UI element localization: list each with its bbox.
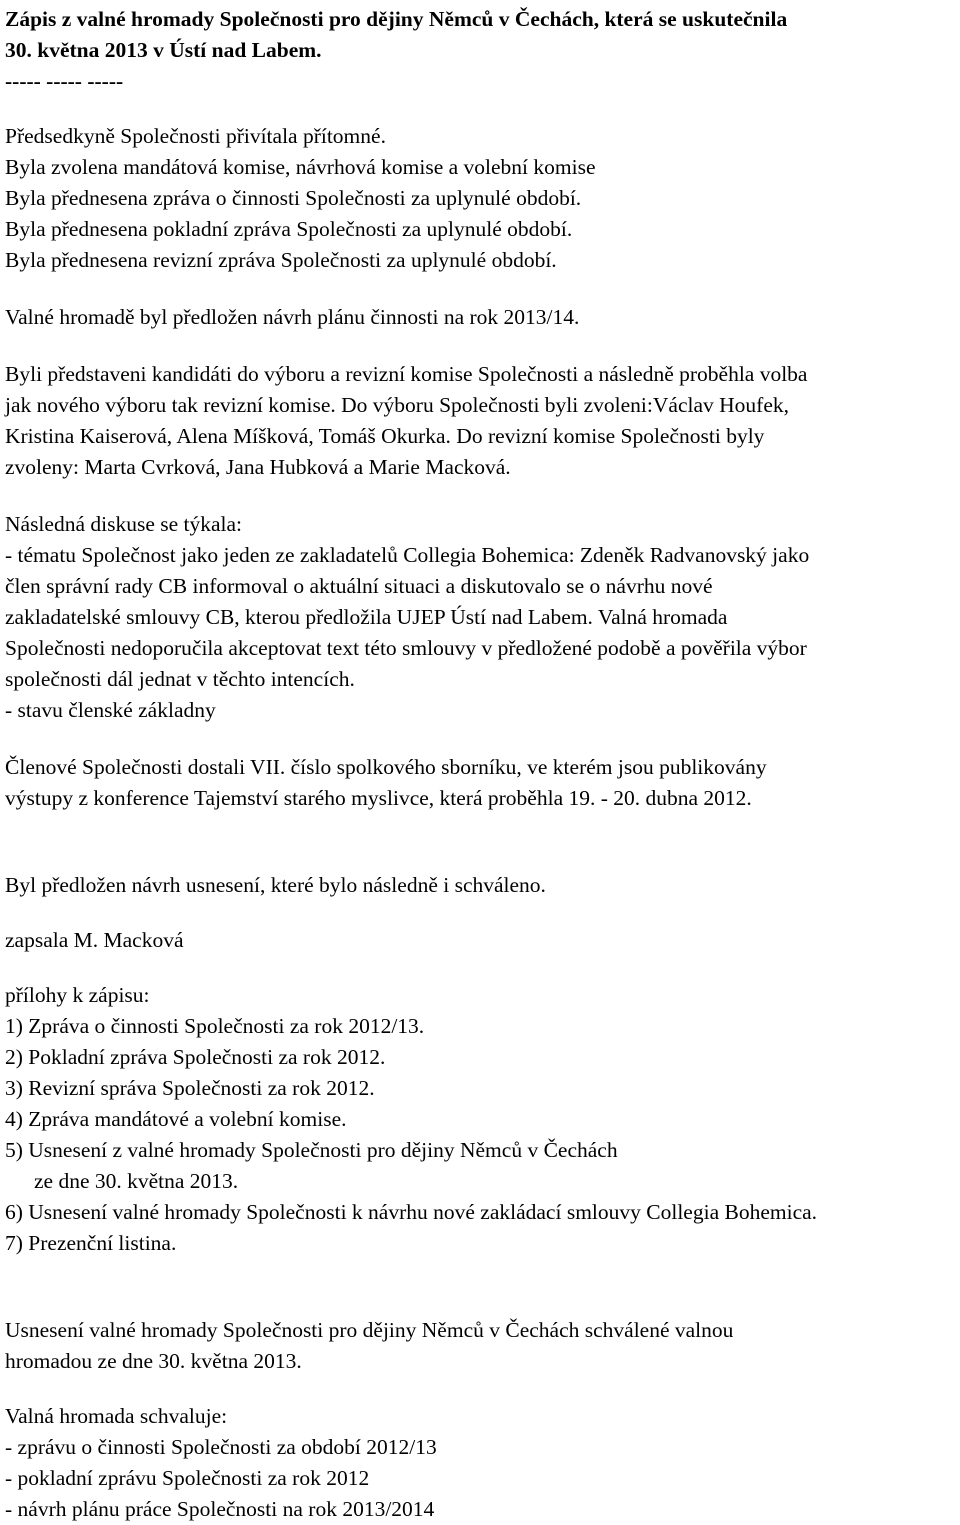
text-line: Předsedkyně Společnosti přivítala přítomné. <box>5 124 386 148</box>
attachment-item: 4) Zpráva mandátové a volební komise. <box>5 1107 347 1131</box>
attachment-item: 5) Usnesení z valné hromady Společnosti pro dějiny Němců v Čechách <box>5 1138 618 1162</box>
attachment-item: 7) Prezenční listina. <box>5 1231 177 1255</box>
text-line: Byla přednesena pokladní zpráva Společnosti za uplynulé období. <box>5 217 573 241</box>
text-line: Byla přednesena revizní zpráva Společnosti za uplynulé období. <box>5 248 557 272</box>
recorded-by <box>5 925 957 956</box>
attachments-list <box>5 980 957 1259</box>
text-line: Byli představeni kandidáti do výboru a revizní komise Společnosti a následně proběhla volba <box>5 362 808 386</box>
text-line: zvoleny: Marta Cvrková, Jana Hubková a Marie Macková. <box>5 455 511 479</box>
attachment-item: 6) Usnesení valné hromady Společnosti k návrhu nové zakládací smlouvy Collegia Bohemica. <box>5 1200 818 1224</box>
document-title <box>5 4 957 97</box>
text-line: - stavu členské základny <box>5 698 216 722</box>
text-line: Valné hromadě byl předložen návrh plánu činnosti na rok 2013/14. <box>5 305 580 329</box>
text-line: zapsala M. Macková <box>5 928 184 952</box>
attachments-heading: přílohy k zápisu: <box>5 983 150 1007</box>
members-paragraph <box>5 752 957 814</box>
plan-paragraph <box>5 302 957 333</box>
text-line: Byla zvolena mandátová komise, návrhová komise a volební komise <box>5 155 596 179</box>
text-line: jak nového výboru tak revizní komise. Do výboru Společnosti byli zvoleni:Václav Houfek, <box>5 393 789 417</box>
text-line: společnosti dál jednat v těchto intencích. <box>5 667 355 691</box>
attachment-item: 1) Zpráva o činnosti Společnosti za rok 2012/13. <box>5 1014 425 1038</box>
title-separator: ----- ----- ----- <box>5 69 124 93</box>
text-line: Kristina Kaiserová, Alena Míšková, Tomáš Okurka. Do revizní komise Společnosti byly <box>5 424 765 448</box>
attachment-item: 3) Revizní správa Společnosti za rok 2012. <box>5 1076 375 1100</box>
resolution-heading <box>5 1315 957 1377</box>
text-line: - tématu Společnost jako jeden ze zakladatelů Collegia Bohemica: Zdeněk Radvanovský jako <box>5 543 810 567</box>
attachment-item-continuation: ze dne 30. května 2013. <box>34 1169 239 1193</box>
title-line: 30. května 2013 v Ústí nad Labem. <box>5 38 322 62</box>
text-line: Společnosti nedoporučila akceptovat text této smlouvy v předložené podobě a pověřila výbor <box>5 636 807 660</box>
document-page <box>5 4 957 1525</box>
approvals-heading: Valná hromada schvaluje: <box>5 1404 228 1428</box>
title-line: Zápis z valné hromady Společnosti pro dějiny Němců v Čechách, která se uskutečnila <box>5 7 788 31</box>
text-line: zakladatelské smlouvy CB, kterou předložila UJEP Ústí nad Labem. Valná hromada <box>5 605 728 629</box>
discussion-paragraph <box>5 509 957 726</box>
text-line: Členové Společnosti dostali VII. číslo spolkového sborníku, ve kterém jsou publikovány <box>5 755 767 779</box>
text-line: člen správní rady CB informoval o aktuální situaci a diskutovalo se o návrhu nové <box>5 574 713 598</box>
text-line: Usnesení valné hromady Společnosti pro dějiny Němců v Čechách schválené valnou <box>5 1318 734 1342</box>
proceedings-paragraph <box>5 121 957 276</box>
resolution-proposal-paragraph <box>5 870 957 901</box>
text-line: hromadou ze dne 30. května 2013. <box>5 1349 302 1373</box>
text-line: výstupy z konference Tajemství starého myslivce, která proběhla 19. - 20. dubna 2012. <box>5 786 752 810</box>
approvals-list <box>5 1401 957 1525</box>
text-line: Byl předložen návrh usnesení, které bylo následně i schváleno. <box>5 873 546 897</box>
text-line: Následná diskuse se týkala: <box>5 512 243 536</box>
approval-item: - pokladní zprávu Společnosti za rok 2012 <box>5 1466 370 1490</box>
approval-item: - návrh plánu práce Společnosti na rok 2013/2014 <box>5 1497 435 1521</box>
attachment-item: 2) Pokladní zpráva Společnosti za rok 2012. <box>5 1045 386 1069</box>
text-line: Byla přednesena zpráva o činnosti Společnosti za uplynulé období. <box>5 186 582 210</box>
election-paragraph <box>5 359 957 483</box>
approval-item: - zprávu o činnosti Společnosti za období 2012/13 <box>5 1435 437 1459</box>
